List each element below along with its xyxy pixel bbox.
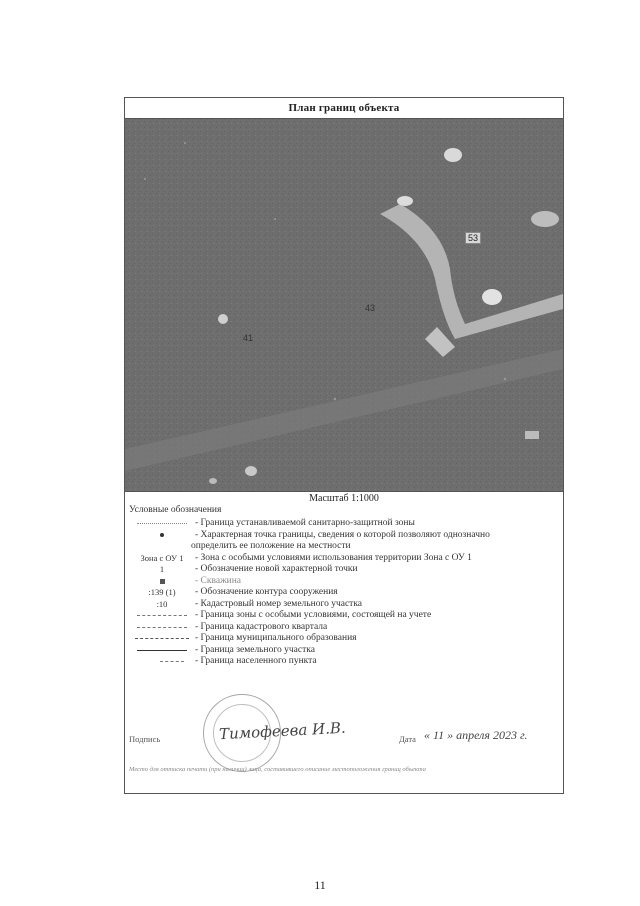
legend-row: Зона с ОУ 1 - Зона с особыми условиями использования территории Зона с ОУ 1 — [140, 552, 472, 563]
dashdot-line-symbol — [129, 610, 195, 622]
legend-heading: Условные обозначения — [129, 505, 222, 515]
legend-row: - Скважина — [129, 576, 559, 588]
legend-row: - Граница зоны с особыми условиями, состоящей на учете — [129, 610, 559, 622]
seal-footnote: Место для оттиска печати (при наличии) лица, составившего описание местоположения границ объекта — [129, 766, 426, 773]
legend-row: определить ее положение на местности — [191, 541, 351, 551]
dotted-line-symbol — [129, 518, 195, 530]
legend-row: - Граница населенного пункта — [129, 656, 559, 668]
page-title: План границ объекта — [125, 98, 563, 119]
map-label-43: 43 — [365, 303, 376, 313]
legend-row: - Характерная точка границы, сведения о которой позволяют однозначно — [129, 530, 559, 542]
legend-row: :139 (1) - Обозначение контура сооружения — [148, 587, 338, 597]
signature-label: Подпись — [129, 734, 161, 744]
document-frame — [124, 97, 564, 794]
solid-line-symbol — [129, 645, 195, 657]
short-line-symbol — [129, 656, 195, 668]
signature-name: Тимофеева И.В. — [218, 718, 347, 744]
legend-row: :10 - Кадастровый номер земельного участка — [156, 598, 363, 609]
long-dash-line-symbol — [129, 633, 195, 645]
dashdot-line-symbol — [129, 622, 195, 634]
legend-row: - Граница устанавливаемой санитарно-защитной зоны — [129, 518, 559, 530]
legend — [125, 516, 563, 668]
aerial-image — [125, 119, 563, 491]
map-label-53: 53 — [465, 232, 481, 244]
legend-row: - Граница земельного участка — [129, 645, 559, 657]
legend-row: - Граница кадастрового квартала — [129, 622, 559, 634]
legend-row: - Граница муниципального образования — [129, 633, 559, 645]
point-symbol — [129, 530, 195, 542]
boundary-map — [125, 119, 563, 492]
page-number: 11 — [314, 878, 326, 892]
date-label: Дата — [399, 734, 416, 744]
legend-row: 1 - Обозначение новой характерной точки — [159, 564, 358, 574]
map-scale: Масштаб 1:1000 — [309, 493, 379, 504]
well-symbol — [129, 576, 195, 588]
map-label-41: 41 — [243, 333, 254, 343]
date-value: « 11 » апреля 2023 г. — [424, 728, 528, 742]
signature-block — [129, 720, 559, 760]
